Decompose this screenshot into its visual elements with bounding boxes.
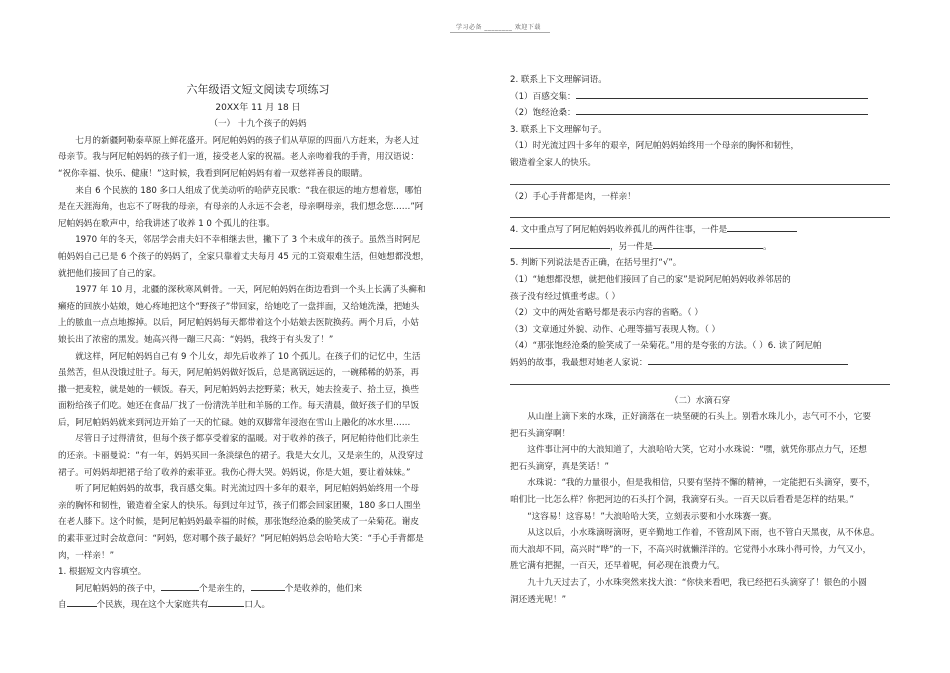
passage-line: 这件事让河中的大浪知道了，大浪哈哈大笑，它对小水珠说：“嘿，就凭你那点力气，还想: [527, 445, 867, 456]
q1-text-e: 个民族，现在这个大家庭共有: [96, 600, 209, 611]
q1-blank-2[interactable]: [251, 581, 285, 591]
passage-line: 水珠说：“我的力量很小，但是我相信，只要有坚持不懈的精神，一定能把石头滴穿，要不，: [527, 478, 876, 489]
passage-line: 从这以后，小水珠滴呀滴呀，更辛勤地工作着，不管刮风下雨，也不管白天黑夜，从不休息。: [527, 528, 880, 539]
passage-one: [58, 133, 458, 564]
passage-line: 咱们比一比怎么样？你把河边的石头打个洞，我滴穿石头。一百天以后看看是怎样的结果。”: [510, 495, 854, 506]
q1-text-a: 阿尼帕妈妈的孩子中，: [75, 583, 162, 594]
passage-line: 把石头滴穿，真是笑话！”: [510, 461, 609, 472]
passage-line: 而大浪却不同，高兴时“哗”的一下，不高兴时就懒洋洋的。它觉得小水珠小得可怜，力气又小，: [510, 544, 872, 555]
passage-line: 的素菲亚过时会故意问：“阿妈，您对哪个孩子最好？”阿尼帕妈妈总会哈哈大笑：“手心手背都是: [58, 534, 424, 545]
q6-answer-line[interactable]: [648, 355, 848, 365]
passage-line: 从山崖上滴下来的水珠，正好滴落在一块坚硬的石头上。别看水珠儿小，志气可不小，它要: [527, 412, 871, 423]
q6-text: 妈妈的故事，我最想对她老人家说：: [510, 357, 648, 368]
passage-line: 把石头滴穿啊！: [510, 428, 571, 439]
passage-line: “祝你幸福、快乐、健康！”这时候，我看到阿尼帕妈妈有着一双慈祥善良的眼睛。: [58, 168, 368, 179]
q2a-answer-line[interactable]: [576, 89, 868, 99]
passage-line: 后，阿尼帕妈妈就来到河边开始了一天的忙碌。她的双脚常年浸泡在雪山上融化的冰水里……: [58, 417, 411, 428]
q2b-answer-line[interactable]: [576, 105, 868, 115]
passage-line: 洞还透光呢！”: [510, 594, 567, 605]
q1-text-b: 个是亲生的，: [199, 583, 251, 594]
passage-line: 亲的胸怀和韧性，锻造着全家人的快乐。每到过年过节，孩子们都会回家团聚，180 多口人围坐: [58, 500, 421, 511]
question-2: 2. 联系上下文理解词语。: [510, 75, 607, 85]
passage-line: 的还亲。卡丽曼说：“有一年，妈妈买回一条淡绿色的裙子。我是大女儿，又是亲生的，从没穿过: [58, 451, 424, 462]
question-6: [510, 355, 890, 372]
q1-blank-4[interactable]: [208, 597, 244, 607]
question-2-b: [510, 105, 890, 122]
passage-line: 就把他们接回了自己的家。: [58, 268, 162, 279]
passage-line: 面粉给孩子们吃。她还在食品厂找了一份清洗羊肚和羊肠的工作。每天清晨，做好孩子们的早饭: [58, 401, 419, 412]
passage-two: [510, 409, 890, 608]
passage-line: 胜它满有把握，一百天，还早着呢，何必现在浪费力气。: [510, 561, 725, 572]
passage-line: 就这样，阿尼帕妈妈自己有 9 个儿女，却先后收养了 10 个孤儿。在孩子们的记忆中，生活: [75, 351, 421, 362]
passage-line: 七月的新疆阿勒泰草原上鲜花盛开。阿尼帕妈妈的孩子们从草原的四面八方赶来，为老人过: [75, 135, 419, 146]
passage-line: 娘长出了浓密的黑发。她高兴得一蹦三尺高：“妈妈，我终于有头发了！”: [58, 334, 334, 345]
q3a-answer-line[interactable]: [510, 172, 890, 185]
right-column: [510, 72, 890, 608]
question-5-3: （3）文章通过外貌、动作、心理等描写表现人物。（ ）: [510, 324, 721, 335]
passage-line: 尽管日子过得清贫，但每个孩子都享受着家的温暖。对于收养的孩子，阿尼帕待他们比亲生: [75, 434, 419, 445]
q1-text-c: 个是收养的，他们来: [284, 583, 363, 594]
question-2-a: [510, 89, 890, 106]
q4-blank-1[interactable]: [727, 222, 797, 232]
q1-blank-3[interactable]: [67, 597, 97, 607]
q6-answer-line-2[interactable]: [510, 372, 890, 385]
passage-line: 虽然苦，但从没饿过肚子。每天，阿尼帕妈妈做好饭后，总是离锅远远的，一碗稀稀的奶茶，再: [58, 368, 419, 379]
passage-line: 裙子。可妈妈却把裙子给了收养的索菲亚。我伤心得大哭。妈妈说，你是大姐，要让着妹妹。”: [58, 467, 411, 478]
question-5-2: （2）文中的两处省略号都是表示内容的省略。（ ）: [510, 308, 703, 319]
passage-line: 撒一把麦粒，就是她的一顿饭。春天，阿尼帕妈妈去挖野菜；秋天，她去捡麦子、拾土豆，换些: [58, 384, 419, 395]
page-date: 20XX年 11 月 18 日: [215, 102, 301, 113]
passage-line: 1977 年 10 月，北疆的深秋寒风刺骨。一天，阿尼帕妈妈在街边看到一个头上长满了头癣和: [75, 285, 426, 296]
question-1-line-b: [58, 597, 458, 614]
question-3: 3. 联系上下文理解句子。: [510, 124, 607, 135]
passage-line: “这容易！这容易！”大浪哈哈大笑，立刻表示要和小水珠赛一赛。: [527, 511, 777, 522]
question-5: 5. 判断下列说法是否正确，在括号里打“√”。: [510, 258, 682, 269]
question-3-a: （1）时光流过四十多年的艰辛，阿尼帕妈妈始终用一个母亲的胸怀和韧性，: [510, 141, 800, 152]
section-two-title: （二）水滴石穿: [669, 395, 731, 406]
passage-line: 癞疮的回族小姑娘，她心疼地把这个“野孩子”带回家，给她吃了一盘拌面，又给她洗澡，把她头: [58, 301, 420, 312]
page-title: 六年级语文短文阅读专项练习: [186, 83, 330, 96]
question-1: 1. 根据短文内容填空。: [58, 567, 147, 578]
q4-text-b: ，另一件是: [610, 241, 653, 252]
page-header: 学习必备 ________ 欢迎下载: [456, 24, 541, 31]
q4-blank-2[interactable]: [653, 239, 763, 249]
passage-line: 来自 6 个民族的 180 多口人组成了优美动听的哈萨克民歌：“我在很远的地方想着您，哪怕: [75, 185, 422, 196]
passage-line: 在老人膝下。这个时候，是阿尼帕妈妈最幸福的时候，那张饱经沧桑的脸笑成了一朵菊花。谢皮: [58, 517, 419, 528]
passage-line: 上的脓血一点点地擦掉。以后，阿尼帕妈妈每天都带着这个小姑娘去医院换药。两个月后，小姑: [58, 318, 419, 329]
q4-blank-1b[interactable]: [510, 239, 610, 249]
q1-blank-1[interactable]: [161, 581, 199, 591]
passage-line: 帕妈妈自己已是 6 个孩子的妈妈了，全家只靠着丈夫每月 45 元的工资艰难生活，但她想都没想，: [58, 251, 430, 262]
q1-text-f: 口人。: [244, 600, 271, 611]
question-1-line-a: [58, 581, 458, 598]
question-4: [510, 222, 890, 239]
q2a-label: （1）百感交集：: [510, 91, 576, 102]
question-3-a2: 锻造着全家人的快乐。: [510, 157, 596, 168]
question-5-1: （1）“她想都没想，就把他们接回了自己的家”是说阿尼帕妈妈收养邻居的: [510, 274, 791, 285]
question-5-4: （4）“那张饱经沧桑的脸笑成了一朵菊花。”用的是夸张的方法。（ ）6. 读了阿尼帕: [510, 341, 822, 352]
passage-line: 尼帕妈妈在歌声中，给我讲述了收养 1 0 个孤儿的往事。: [58, 218, 275, 229]
question-5-1b: 孩子没有经过慎重考虑。（ ）: [510, 291, 621, 302]
q4-text: 4. 文中重点写了阿尼帕妈妈收养孤儿的两件往事，一件是: [510, 225, 728, 236]
section-one-title: （一） 十九个孩子的妈妈: [209, 119, 307, 130]
q1-text-d: 自: [58, 600, 67, 611]
q2b-label: （2）饱经沧桑：: [510, 108, 576, 119]
passage-line: 九十九天过去了，小水珠突然来找大浪：“你快来看吧，我已经把石头滴穿了！银色的小圆: [527, 578, 867, 589]
question-4-b: ，另一件是 。: [510, 239, 890, 256]
passage-line: 1970 年的冬天，邻居学会甫夫妇不幸相继去世，撇下了 3 个未成年的孩子。虽然当时阿尼: [75, 235, 421, 246]
question-3-b: （2）手心手背都是肉，一样亲！: [510, 191, 636, 202]
left-column: [58, 82, 458, 614]
passage-line: 听了阿尼帕妈妈的故事，我百感交集。时光流过四十多年的艰辛，阿尼帕妈妈始终用一个母: [75, 484, 419, 495]
passage-line: 是在天涯海角，也忘不了呀我的母亲，有母亲的人永远不会老，母亲啊母亲，我们想念您……”阿: [58, 202, 424, 213]
passage-line: 肉，一样亲！”: [58, 550, 115, 561]
q3b-answer-line[interactable]: [510, 205, 890, 218]
passage-line: 母亲节。我与阿尼帕妈妈的孩子们一道，接受老人家的祝福。老人亲吻着我的手背，用汉语说：: [58, 152, 419, 163]
header-divider: [450, 32, 550, 33]
